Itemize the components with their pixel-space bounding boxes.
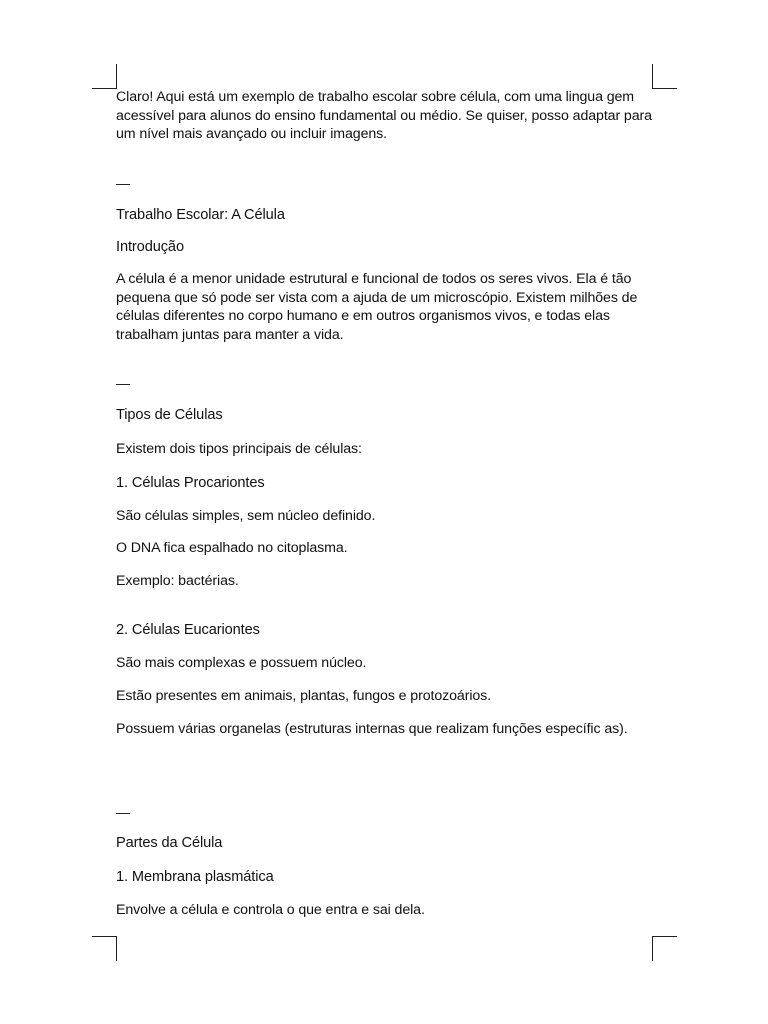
- eukaryotes-item: Possuem várias organelas (estruturas internas que realizam funções específic as).: [116, 721, 628, 737]
- crop-mark-bottom-left: [92, 936, 117, 961]
- parts-heading: Partes da Célula: [116, 835, 223, 851]
- introduction-heading: Introdução: [116, 239, 184, 255]
- eukaryotes-item: Estão presentes em animais, plantas, fungos e protozoários.: [116, 688, 492, 704]
- prokaryotes-heading: 1. Células Procariontes: [116, 475, 265, 491]
- types-heading: Tipos de Células: [116, 407, 223, 423]
- prokaryotes-item: Exemplo: bactérias.: [116, 573, 239, 589]
- membrane-heading: 1. Membrana plasmática: [116, 869, 274, 885]
- document-title: Trabalho Escolar: A Célula: [116, 207, 285, 223]
- intro-paragraph: Claro! Aqui está um exemplo de trabalho escolar sobre célula, com uma lingua gem acessível para alunos do ensino fundamental ou médio. Se quiser, posso adaptar para um nível mais avançado ou incluir imagens.: [116, 89, 652, 142]
- introduction-paragraph: A célula é a menor unidade estrutural e funcional de todos os seres vivos. Ela é tão pequena que só pode ser vista com a ajuda de um microscópio. Existem milhões de células diferentes no corpo humano e em outros organismos vivos, e todas elas trabalham juntas para manter a vida.: [116, 271, 638, 343]
- eukaryotes-item: São mais complexas e possuem núcleo.: [116, 655, 367, 671]
- prokaryotes-item: São células simples, sem núcleo definido.: [116, 508, 376, 524]
- separator-1: —: [116, 175, 130, 191]
- separator-2: —: [116, 375, 130, 391]
- crop-mark-top-left: [92, 64, 117, 89]
- prokaryotes-item: O DNA fica espalhado no citoplasma.: [116, 540, 348, 556]
- crop-mark-top-right: [652, 64, 677, 89]
- crop-mark-bottom-right: [652, 936, 677, 961]
- eukaryotes-heading: 2. Células Eucariontes: [116, 622, 260, 638]
- membrane-paragraph: Envolve a célula e controla o que entra e sai dela.: [116, 902, 425, 918]
- separator-3: —: [116, 804, 130, 820]
- types-intro: Existem dois tipos principais de células:: [116, 441, 362, 457]
